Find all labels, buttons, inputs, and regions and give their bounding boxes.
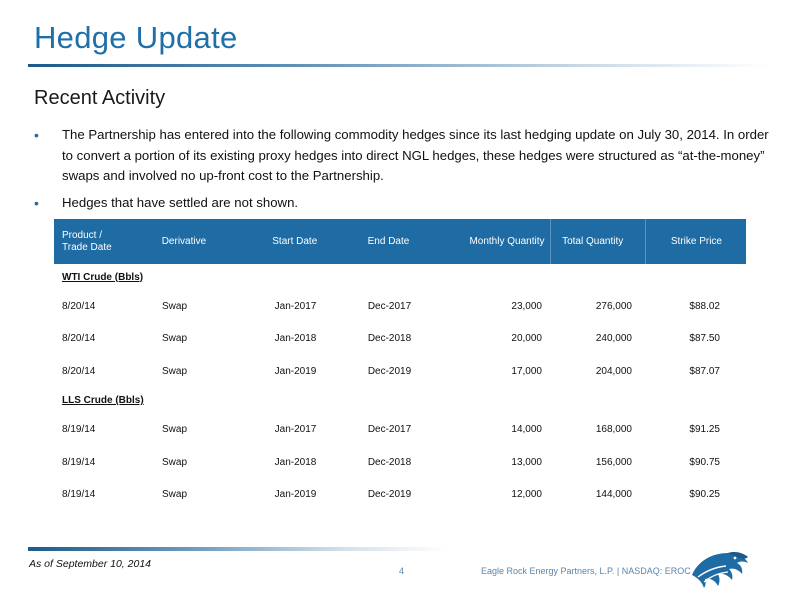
bullet-text: Hedges that have settled are not shown. — [62, 194, 299, 210]
cell-end-date: Dec-2018 — [367, 333, 412, 345]
section-subtitle: Recent Activity — [34, 87, 166, 109]
column-header-start-date: Start Date — [272, 235, 318, 247]
cell-monthly-quantity: 14,000 — [511, 424, 542, 436]
cell-start-date: Jan-2019 — [274, 365, 317, 377]
cell-total-quantity: 240,000 — [595, 333, 632, 345]
cell-derivative: Swap — [162, 300, 188, 312]
bullet-item — [34, 193, 774, 214]
table-header — [54, 219, 746, 264]
table-row — [54, 479, 746, 512]
page-number: 4 — [399, 566, 405, 576]
cell-end-date: Dec-2019 — [367, 365, 412, 377]
cell-total-quantity: 204,000 — [595, 365, 632, 377]
cell-start-date: Jan-2018 — [274, 456, 317, 468]
cell-start-date: Jan-2017 — [274, 300, 317, 312]
cell-derivative: Swap — [162, 489, 188, 501]
table-group-label: WTI Crude (Bbls) — [62, 271, 144, 283]
as-of-date: As of September 10, 2014 — [29, 558, 151, 570]
cell-total-quantity: 156,000 — [595, 456, 632, 468]
cell-end-date: Dec-2018 — [367, 456, 412, 468]
cell-derivative: Swap — [162, 424, 188, 436]
cell-strike-price: $91.25 — [689, 424, 720, 436]
cell-end-date: Dec-2017 — [367, 424, 412, 436]
table-group-label: LLS Crude (Bbls) — [62, 395, 144, 406]
cell-strike-price: $90.25 — [689, 489, 720, 501]
eagle-head-icon — [688, 547, 750, 591]
cell-trade-date: 8/20/14 — [62, 300, 96, 312]
cell-end-date: Dec-2019 — [367, 489, 412, 501]
company-footer: Eagle Rock Energy Partners, L.P. | NASDAQ: EROC — [481, 566, 691, 576]
bullet-item — [34, 125, 774, 187]
cell-derivative: Swap — [162, 333, 188, 345]
table-row — [54, 355, 746, 388]
column-header-end-date: End Date — [367, 235, 410, 247]
cell-trade-date: 8/19/14 — [62, 456, 96, 468]
column-header-total-quantity: Total Quantity — [562, 235, 624, 247]
cell-strike-price: $90.75 — [689, 456, 720, 468]
table-row — [54, 446, 746, 479]
cell-monthly-quantity: 17,000 — [511, 365, 542, 377]
cell-total-quantity: 276,000 — [595, 300, 632, 312]
cell-trade-date: 8/19/14 — [62, 489, 96, 501]
cell-derivative: Swap — [162, 365, 188, 377]
hedge-table — [54, 219, 746, 511]
title-divider — [28, 64, 770, 67]
cell-start-date: Jan-2018 — [274, 333, 317, 345]
column-header-product-trade-date: Product / Trade Date — [62, 229, 112, 253]
cell-trade-date: 8/20/14 — [62, 365, 96, 377]
cell-trade-date: 8/19/14 — [62, 424, 96, 436]
cell-total-quantity: 144,000 — [595, 489, 632, 501]
cell-monthly-quantity: 13,000 — [511, 456, 542, 468]
bullet-marker: • — [34, 194, 39, 211]
cell-derivative: Swap — [162, 456, 188, 468]
cell-strike-price: $87.50 — [689, 333, 720, 345]
cell-monthly-quantity: 20,000 — [511, 333, 542, 345]
cell-strike-price: $88.02 — [689, 300, 720, 312]
column-header-derivative: Derivative — [161, 235, 207, 247]
bullet-marker: • — [34, 127, 39, 143]
cell-start-date: Jan-2017 — [274, 424, 317, 436]
table-row — [54, 290, 746, 323]
page-title: Hedge Update — [34, 20, 238, 55]
cell-monthly-quantity: 23,000 — [511, 300, 542, 312]
cell-strike-price: $87.07 — [689, 365, 720, 377]
column-header-strike-price: Strike Price — [670, 235, 722, 247]
table-row — [54, 414, 746, 447]
column-header-monthly-quantity: Monthly Quantity — [469, 235, 545, 247]
cell-monthly-quantity: 12,000 — [511, 489, 542, 501]
cell-end-date: Dec-2017 — [367, 300, 412, 312]
cell-total-quantity: 168,000 — [595, 424, 632, 436]
table-row — [54, 323, 746, 356]
cell-trade-date: 8/20/14 — [62, 333, 96, 345]
cell-start-date: Jan-2019 — [274, 489, 317, 501]
bullet-text: The Partnership has entered into the following commodity hedges since its last hedging update on July 30, 2014. In order to convert a portion of its existing proxy hedges into direct NGL hedges, these hedges were structured as “at-the-money” swaps and involved no up-front cost to the Partnership. — [62, 127, 769, 183]
bullet-list — [34, 125, 774, 219]
footer-divider — [28, 547, 448, 551]
